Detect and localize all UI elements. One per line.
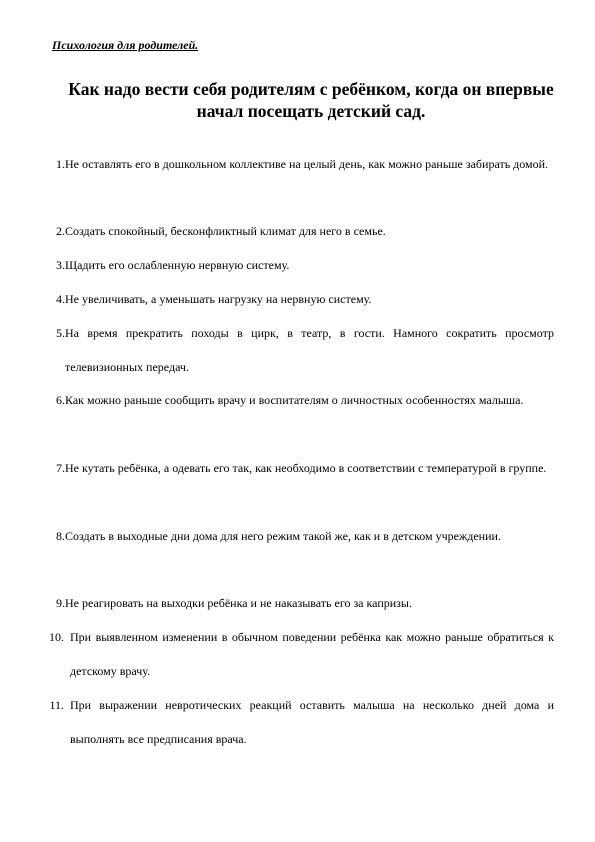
item-text: Создать спокойный, бесконфликтный климат для него в семье. [65,224,386,238]
item-text: Как можно раньше сообщить врачу и воспитателям о личностных особенностях малыша. [65,393,524,407]
item-number: 3. [56,258,65,272]
item-number: 1. [56,157,65,171]
item-text: Не реагировать на выходки ребёнка и не наказывать его за капризы. [65,596,412,610]
item-number: 10. [49,630,64,644]
item-text: На время прекратить походы в цирк, в театр, в гости. Намного сократить просмотр телевизионных передач. [65,326,554,374]
item-number: 6. [56,393,65,407]
item-number: 11. [49,698,64,712]
item-number: 4. [56,292,65,306]
item-number: 7. [56,461,65,475]
item-text: Щадить его ослабленную нервную систему. [65,258,290,272]
section-label: Психология для родителей. [52,38,199,52]
item-number: 5. [56,326,65,340]
item-number: 9. [56,596,65,610]
item-number: 2. [56,224,65,238]
item-text: Не увеличивать, а уменьшать нагрузку на нервную систему. [65,292,372,306]
item-number: 8. [56,529,65,543]
item-text: При выражении невротических реакций оставить малыша на несколько дней дома и выполнять все предписания врача. [70,698,554,746]
item-text: Создать в выходные дни дома для него режим такой же, как и в детском учреждении. [65,529,501,543]
item-text: Не кутать ребёнка, а одевать его так, как необходимо в соответствии с температурой в группе. [65,461,547,475]
document-title: Как надо вести себя родителям с ребёнком, когда он впервые начал посещать детский сад. [68,79,554,121]
item-text: При выявленном изменении в обычном поведении ребёнка как можно раньше обратиться к детскому врачу. [70,630,554,678]
item-text: Не оставлять его в дошкольном коллективе на целый день, как можно раньше забирать домой. [65,157,549,171]
